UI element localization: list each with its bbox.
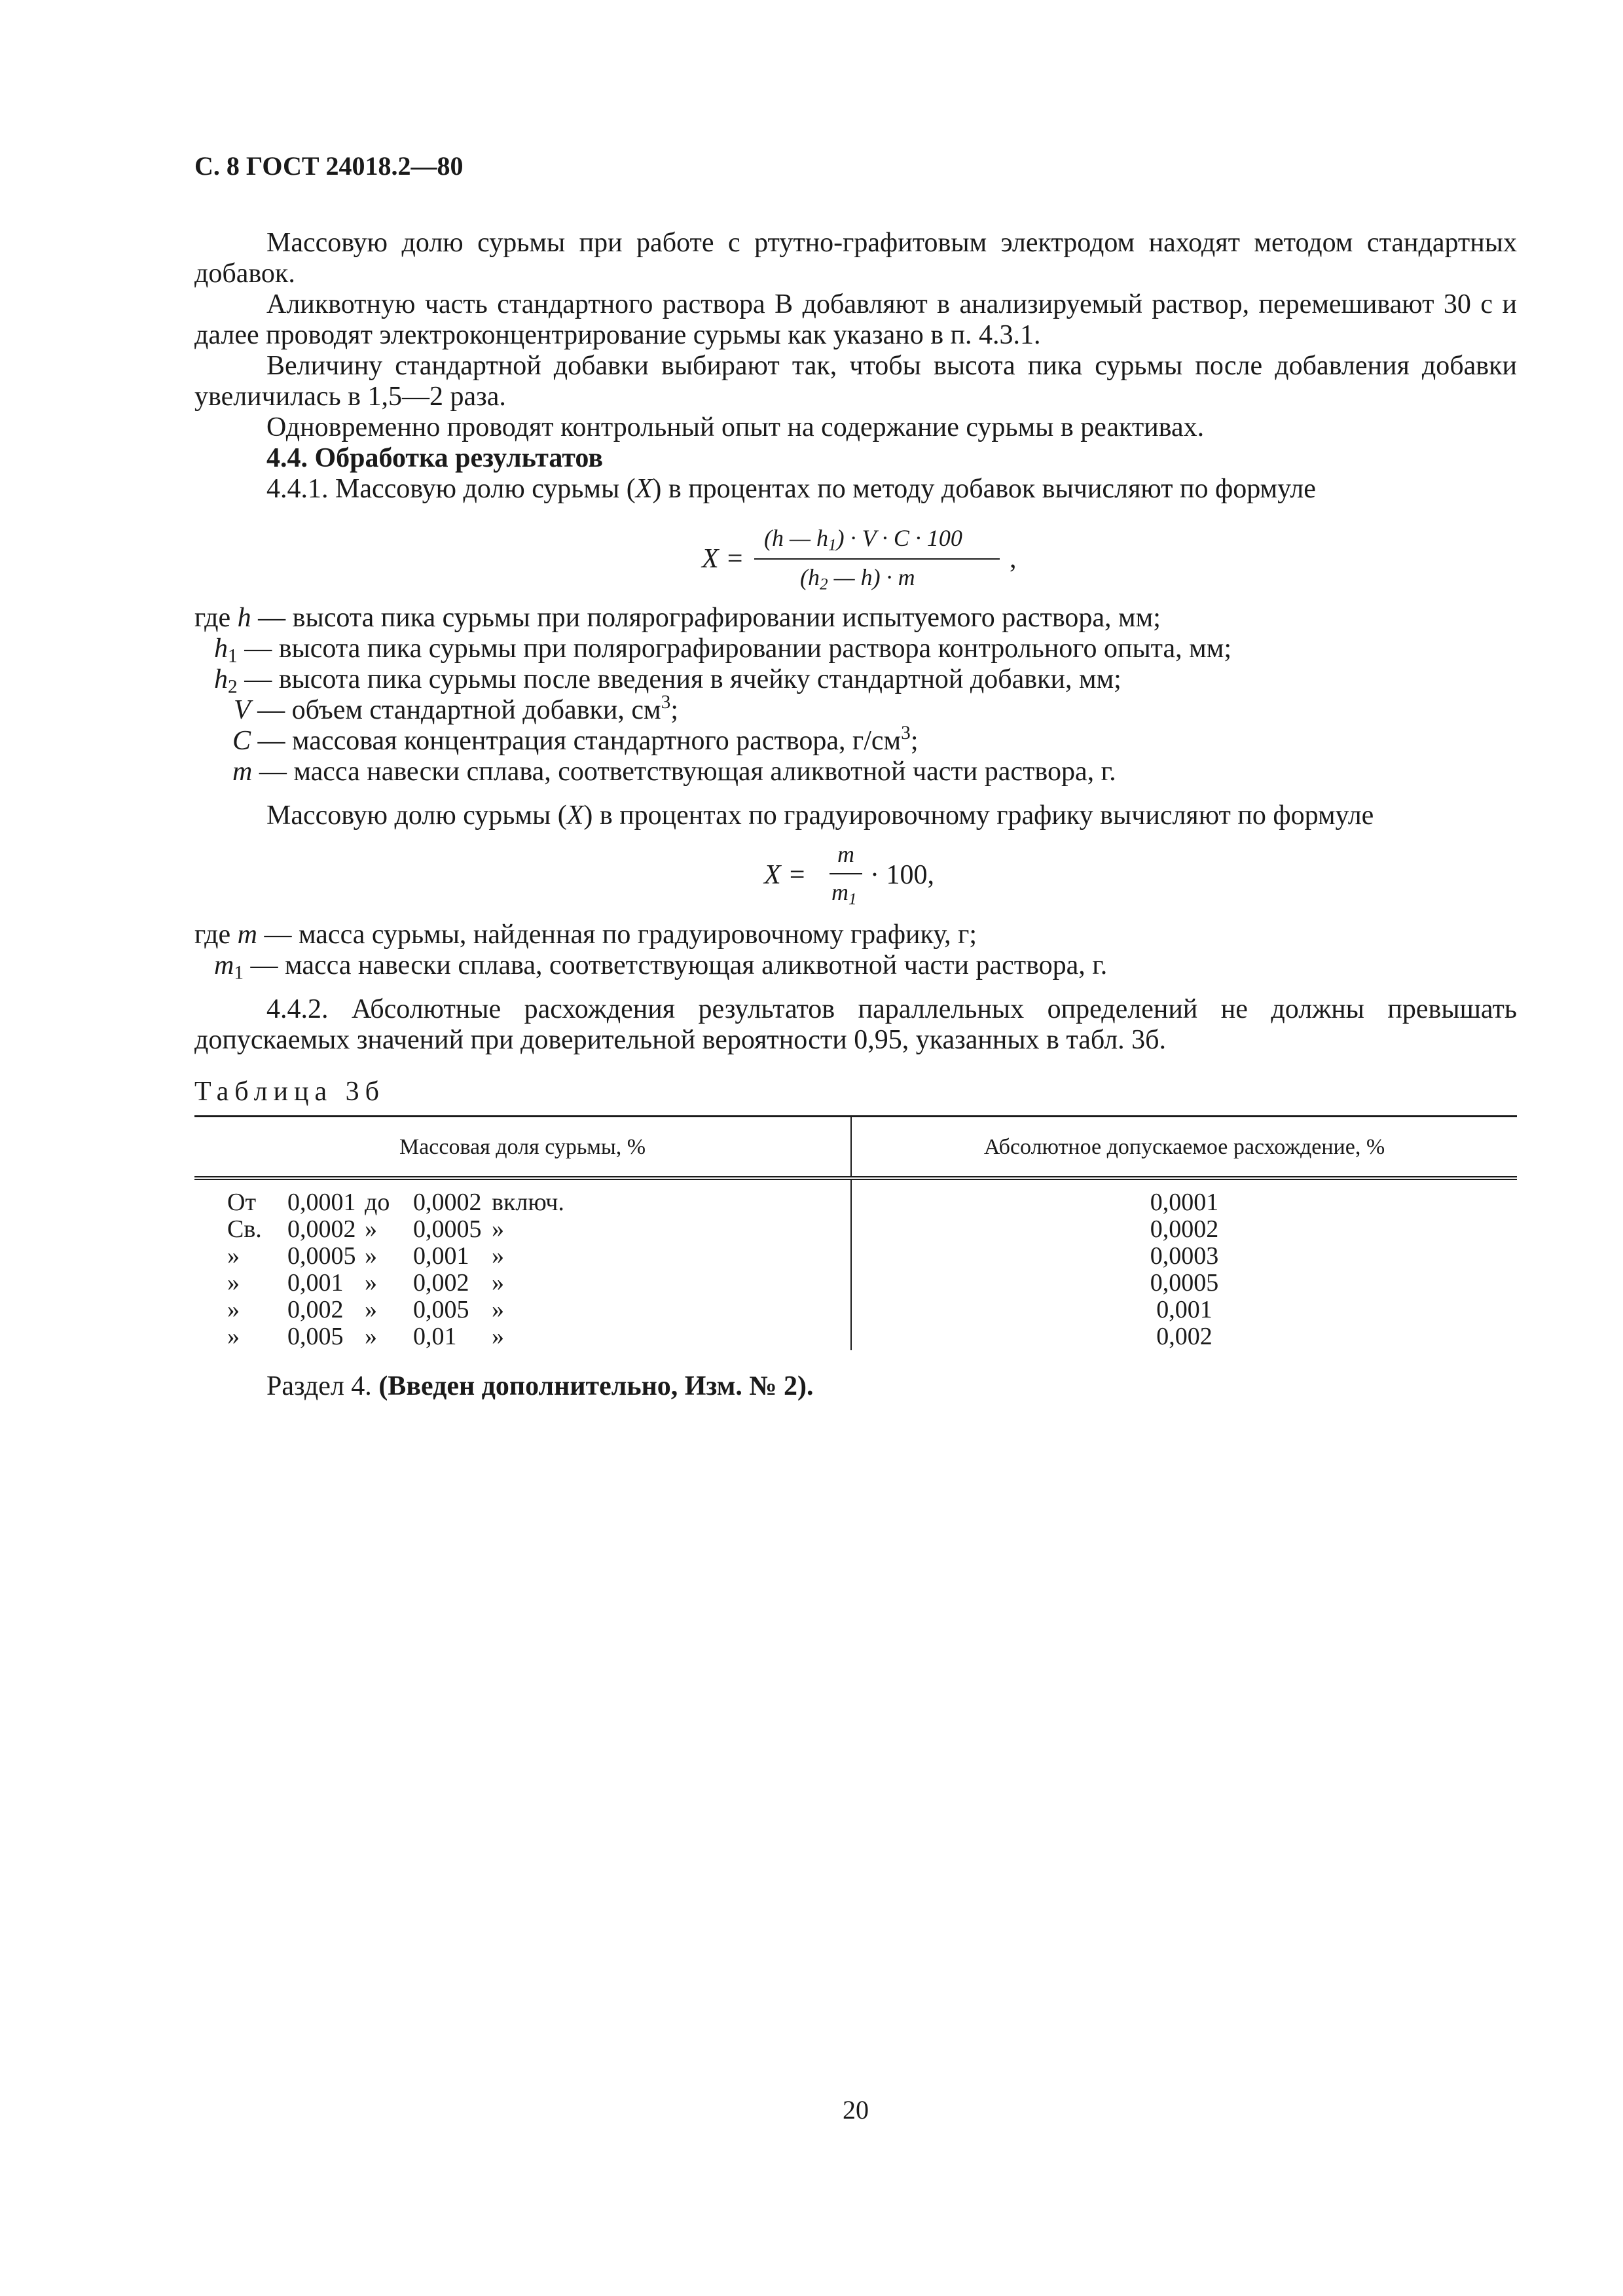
definition-line bbox=[194, 634, 1517, 667]
variable-subscript: 1 bbox=[228, 645, 238, 667]
range-part: 0,01 bbox=[413, 1323, 457, 1350]
range-part: 0,0002 bbox=[413, 1189, 482, 1216]
formula-additions-method bbox=[194, 505, 1517, 603]
definition-line bbox=[194, 691, 1517, 726]
formula-rhs: · 100, bbox=[870, 860, 934, 890]
variable-subscript: 2 bbox=[228, 676, 238, 698]
definition-line bbox=[194, 950, 1517, 984]
definition-line bbox=[194, 664, 1517, 698]
clause-4-4-1: 4.4.1. Массовую долю сурьмы (X) в процентах по методу добавок вычисляют по формуле bbox=[266, 474, 1316, 504]
range-part: 0,0001 bbox=[287, 1189, 356, 1216]
paragraph: Величину стандартной добавки выбирают так, чтобы высота пика сурьмы после добавления добавки увеличилась в 1,5—2 раза. bbox=[194, 351, 1517, 412]
range-part: 0,005 bbox=[287, 1323, 344, 1350]
document-body bbox=[194, 228, 1517, 1402]
mass-fraction-range bbox=[194, 1323, 851, 1350]
formula-numerator: (h — $h_1) \cdot V \cdot C \cdot 100$ bbox=[764, 525, 962, 554]
mass-fraction-range bbox=[194, 1178, 851, 1216]
tolerance-value: 0,002 bbox=[1156, 1323, 1213, 1350]
mass-fraction-range bbox=[194, 1297, 851, 1323]
definition-text: — масса навески сплава, соответствующая аликвотной части раствора, г. bbox=[252, 757, 1116, 787]
table-row bbox=[194, 1243, 1517, 1270]
definition-line bbox=[194, 603, 1517, 634]
range-part: От bbox=[227, 1189, 257, 1216]
definition-text: — массовая концентрация стандартного раствора, г/см bbox=[251, 726, 902, 756]
variable-symbol: m bbox=[237, 920, 257, 950]
range-part: Св. bbox=[227, 1215, 262, 1243]
variable-subscript: 1 bbox=[234, 962, 244, 984]
tolerance-value: 0,0001 bbox=[1150, 1189, 1219, 1216]
formula-denominator: ($h_2$ — h) · m bbox=[800, 564, 915, 594]
range-part: » bbox=[365, 1296, 377, 1323]
fraction-bar bbox=[754, 558, 1000, 560]
definition-text: — высота пика сурьмы при полярографировании испытуемого раствора, мм; bbox=[251, 603, 1161, 633]
variable-symbol: h bbox=[214, 634, 228, 664]
table-caption: Таблица 3б bbox=[194, 1077, 385, 1107]
mass-fraction-range bbox=[194, 1243, 851, 1270]
fraction-bar bbox=[830, 873, 862, 874]
range-part: » bbox=[492, 1242, 504, 1270]
range-part: » bbox=[365, 1269, 377, 1297]
page-number: 20 bbox=[843, 2095, 869, 2125]
section-note: Раздел 4. (Введен дополнительно, Изм. № 2). bbox=[266, 1371, 814, 1401]
definition-line bbox=[194, 722, 1517, 757]
definition-lead: где bbox=[194, 920, 238, 950]
variable-definitions bbox=[194, 603, 1517, 787]
variable-symbol: m bbox=[214, 950, 234, 980]
table-header-mass-fraction: Массовая доля сурьмы, % bbox=[194, 1117, 851, 1179]
variable-symbol: m bbox=[232, 757, 253, 787]
range-part: 0,005 bbox=[413, 1296, 469, 1323]
unit-exponent: 3 bbox=[901, 722, 911, 744]
definition-text: — объем стандартной добавки, см bbox=[250, 695, 661, 725]
range-part: 0,001 bbox=[287, 1269, 344, 1297]
range-part: » bbox=[227, 1323, 240, 1350]
definition-line bbox=[194, 920, 1517, 950]
range-part: 0,001 bbox=[413, 1242, 469, 1270]
variable-symbol: C bbox=[232, 726, 251, 756]
graph-method-intro: Массовую долю сурьмы (X) в процентах по градуировочному графику вычисляют по формуле bbox=[266, 800, 1374, 831]
definition-lead: где bbox=[194, 603, 238, 633]
definition-line bbox=[194, 757, 1517, 787]
range-part: » bbox=[492, 1296, 504, 1323]
range-part: » bbox=[365, 1215, 377, 1243]
definition-tail: ; bbox=[670, 695, 678, 725]
tolerance-value: 0,0003 bbox=[1150, 1242, 1219, 1270]
definition-text: — масса сурьмы, найденная по градуировочному графику, г; bbox=[257, 920, 977, 950]
definition-text: — масса навески сплава, соответствующая аликвотной части раствора, г. bbox=[244, 950, 1108, 980]
table-row bbox=[194, 1323, 1517, 1350]
document-page bbox=[194, 0, 1517, 2296]
section-heading: 4.4. Обработка результатов bbox=[266, 443, 604, 473]
range-part: » bbox=[365, 1323, 377, 1350]
tolerance-value: 0,0002 bbox=[1150, 1215, 1219, 1243]
tolerance-table bbox=[194, 1115, 1517, 1350]
definition-text: — высота пика сурьмы при полярографировании раствора контрольного опыта, мм; bbox=[237, 634, 1231, 664]
range-part: » bbox=[492, 1215, 504, 1243]
range-part: » bbox=[227, 1269, 240, 1297]
table-header-tolerance: Абсолютное допускаемое расхождение, % bbox=[851, 1117, 1517, 1179]
range-part: » bbox=[227, 1242, 240, 1270]
variable-symbol: h bbox=[214, 664, 228, 694]
range-part: 0,0002 bbox=[287, 1215, 356, 1243]
table-row bbox=[194, 1297, 1517, 1323]
formula-lhs: X = bbox=[764, 860, 807, 890]
paragraph: Одновременно проводят контрольный опыт на содержание сурьмы в реактивах. bbox=[266, 412, 1205, 442]
range-part: включ. bbox=[492, 1189, 564, 1216]
mass-fraction-range bbox=[194, 1270, 851, 1297]
paragraph: Массовую долю сурьмы при работе с ртутно-графитовым электродом находят методом стандартных добавок. bbox=[194, 228, 1517, 289]
formula-numerator: m bbox=[837, 841, 854, 867]
range-part: до bbox=[365, 1189, 390, 1216]
formula-denominator: $m_1$ bbox=[831, 879, 857, 908]
range-part: » bbox=[492, 1269, 504, 1297]
range-part: 0,002 bbox=[287, 1296, 344, 1323]
formula-comma: , bbox=[1010, 544, 1017, 574]
clause-4-4-2: 4.4.2. Абсолютные расхождения результатов параллельных определений не должны превышать допускаемых значений при доверительной вероятности 0,95, указанных в табл. 3б. bbox=[194, 994, 1517, 1055]
formula-lhs: X = bbox=[702, 544, 744, 574]
range-part: » bbox=[227, 1296, 240, 1323]
tolerance-value: 0,001 bbox=[1156, 1296, 1213, 1323]
table-row bbox=[194, 1216, 1517, 1243]
table-row bbox=[194, 1178, 1517, 1216]
mass-fraction-range bbox=[194, 1216, 851, 1243]
range-part: 0,0005 bbox=[413, 1215, 482, 1243]
table-row bbox=[194, 1270, 1517, 1297]
range-part: 0,002 bbox=[413, 1269, 469, 1297]
variable-definitions-graph bbox=[194, 920, 1517, 984]
variable-symbol: V bbox=[234, 695, 251, 725]
definition-tail: ; bbox=[910, 726, 919, 756]
range-part: 0,0005 bbox=[287, 1242, 356, 1270]
unit-exponent: 3 bbox=[661, 691, 671, 713]
range-part: » bbox=[365, 1242, 377, 1270]
range-part: » bbox=[492, 1323, 504, 1350]
variable-symbol: h bbox=[237, 603, 251, 633]
page-header: С. 8 ГОСТ 24018.2—80 bbox=[194, 151, 464, 181]
definition-text: — высота пика сурьмы после введения в ячейку стандартной добавки, мм; bbox=[237, 664, 1122, 694]
tolerance-value: 0,0005 bbox=[1150, 1269, 1219, 1297]
paragraph: Аликвотную часть стандартного раствора В добавляют в анализируемый раствор, перемешивают 30 с и далее проводят электроконцентрирование сурьмы как указано в п. 4.3.1. bbox=[194, 289, 1517, 350]
formula-graph-method bbox=[194, 831, 1517, 920]
